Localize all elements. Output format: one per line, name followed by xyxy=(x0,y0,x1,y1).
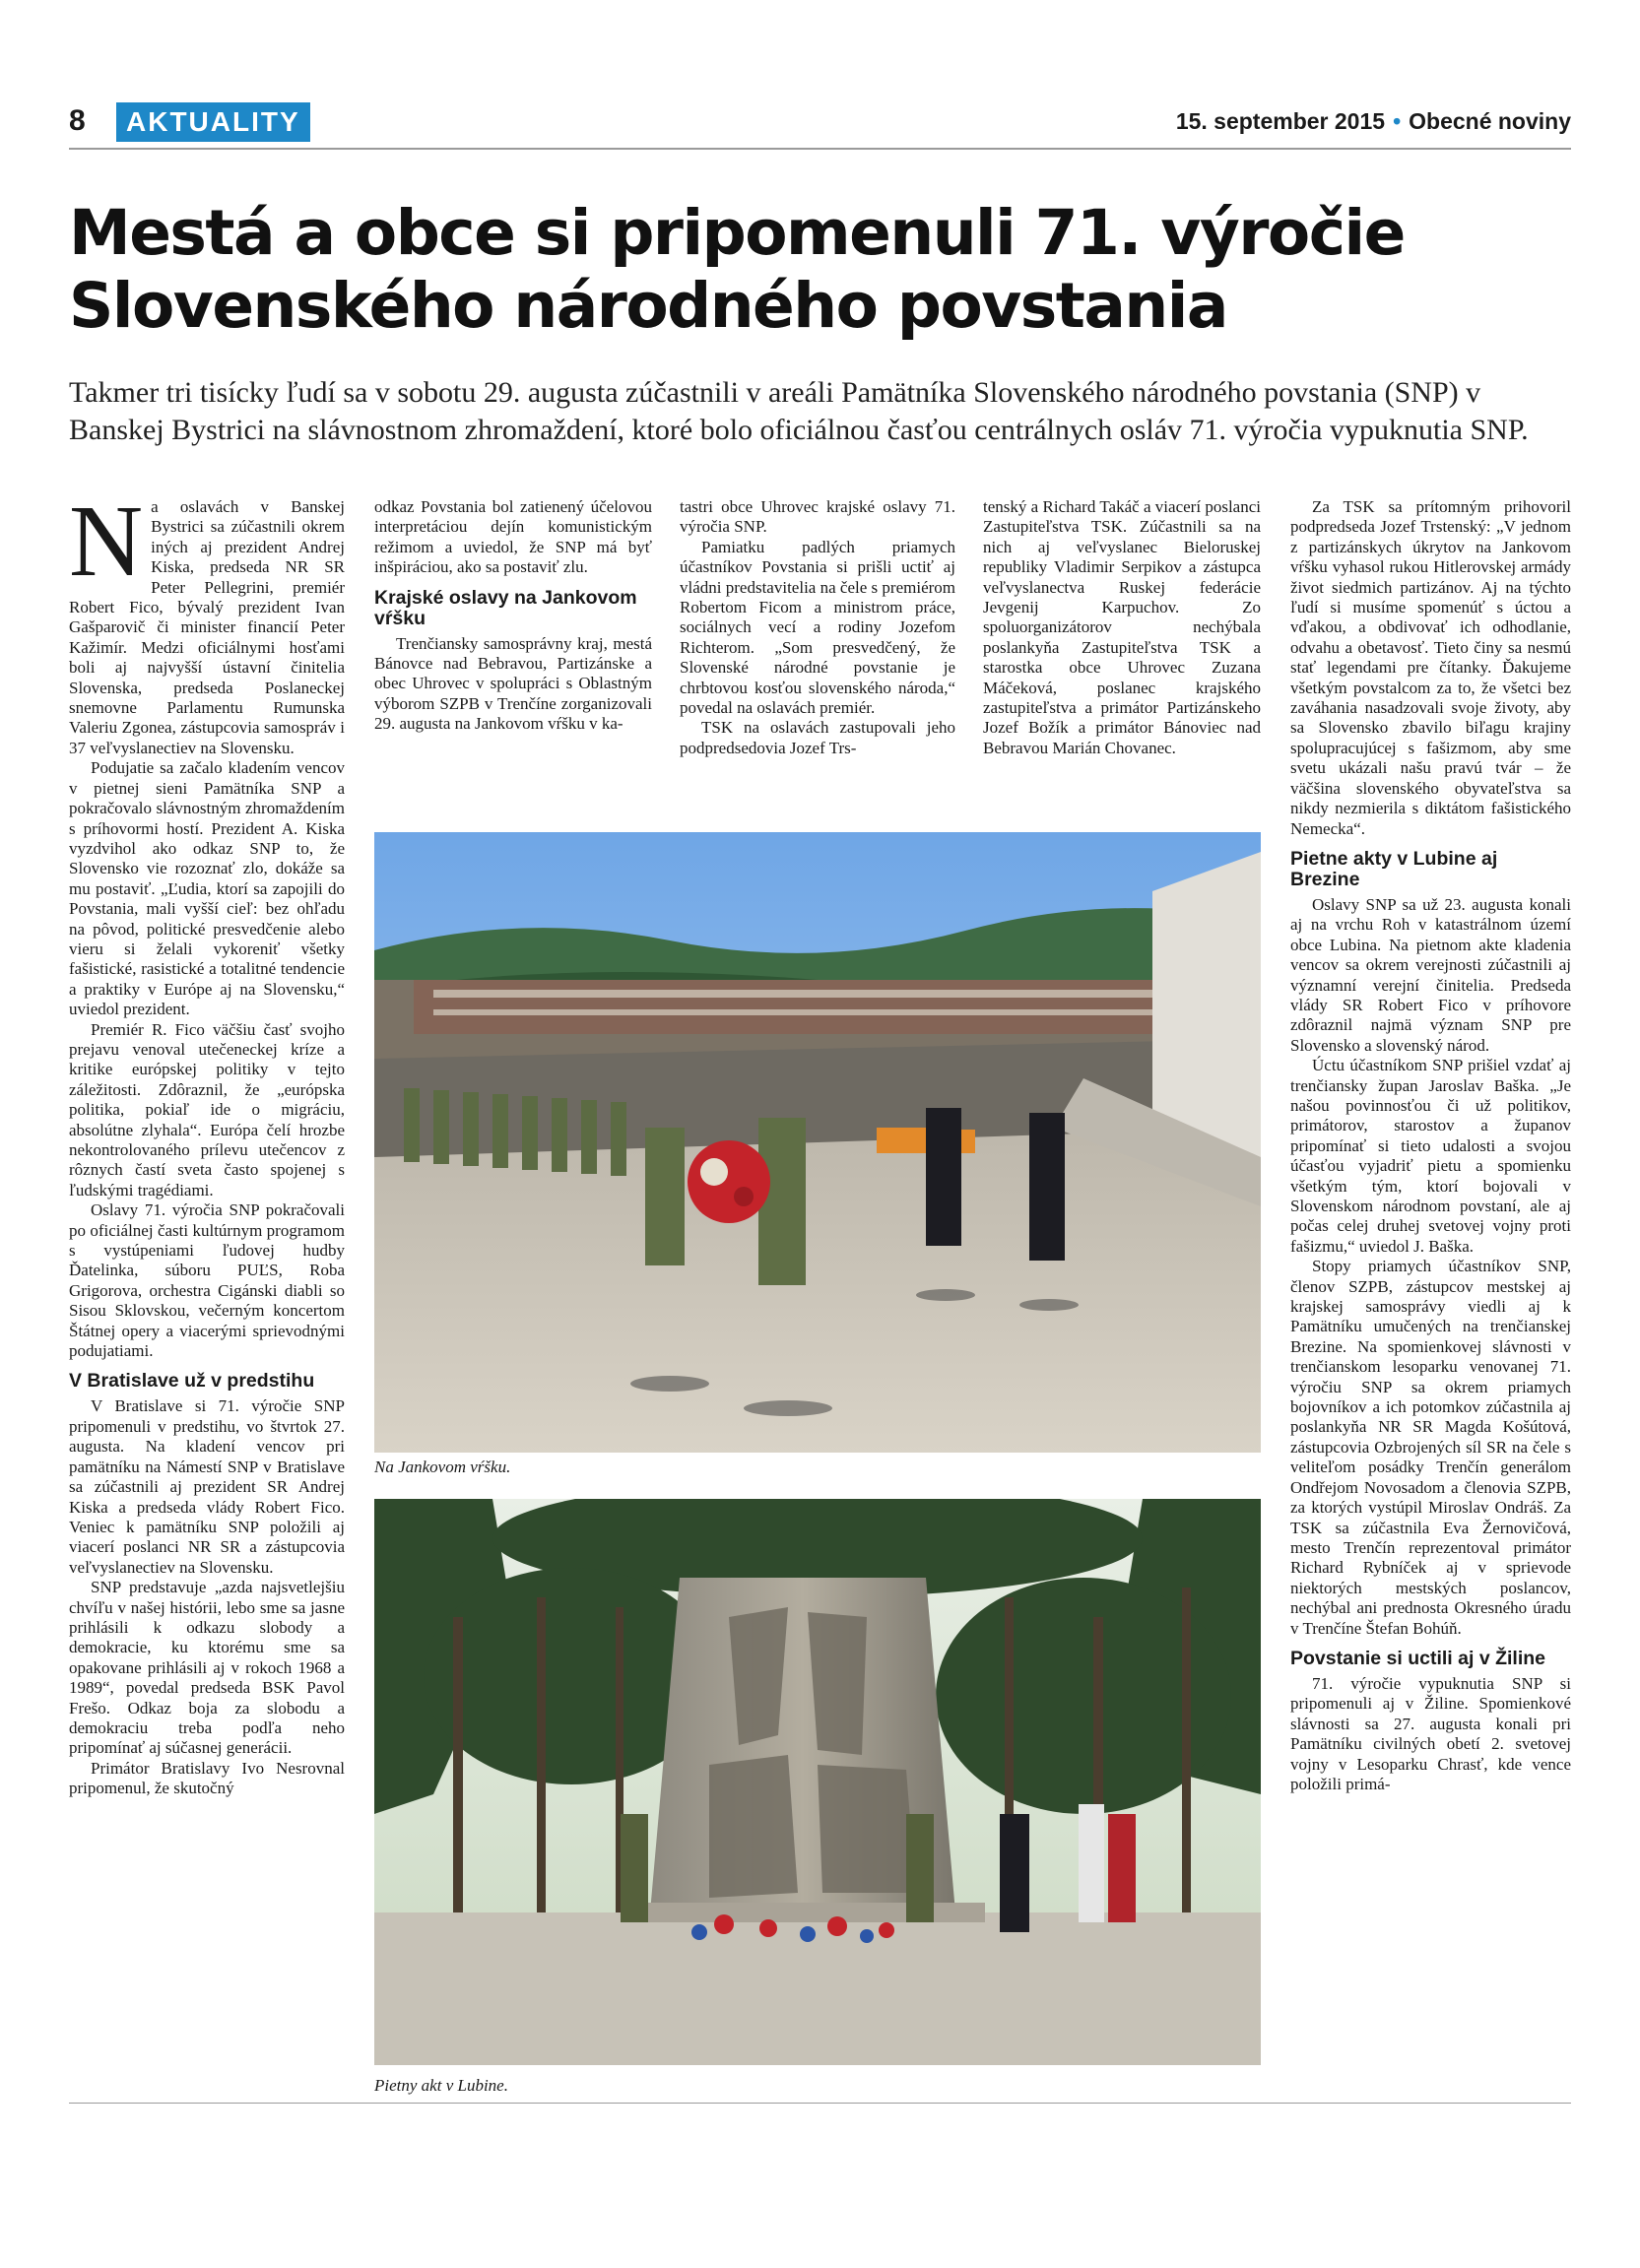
photo-lubina xyxy=(374,1499,1261,2065)
column-5 xyxy=(1290,497,1571,1794)
drop-cap: N xyxy=(69,485,144,598)
col5-p4: Stopy priamych účastníkov SNP, členov SZPB, zástupcov mestskej aj krajskej samosprávy viedli aj k Pamätníku umučených na trenčianskej Brezine. Na spomienkovej slávnosti v trenčianskom lesoparku venovanej 71. výročiu SNP sa okrem priamych bojovníkov a ich potomkov zúčastnila aj poslankyňa NR SR Magda Košútová, zástupcovia Ozbrojených síl SR na čele s veliteľom posádky Trenčín generálom Ondřejom Novosadom a členovia SZPB, za ktorých vystúpil Miroslav Ondráš. Za TSK sa zúčastnila Eva Žernovičová, mesto Trenčín reprezentoval primátor Richard Rybníček aj v sprievode niektorých mestských poslancov, nechýbal ani prednosta Okresného úradu v Trenčíne Štefan Bohúň. xyxy=(1290,1257,1571,1638)
publication-name: Obecné noviny xyxy=(1409,108,1571,134)
page-number: 8 xyxy=(69,104,86,137)
headline-line-1: Mestá a obce si pripomenuli 71. výročie xyxy=(69,197,1405,269)
col1-p2: Podujatie sa začalo kladením vencov v pietnej sieni Pamätníka SNP a pokračovalo slávnostným zhromaždením s príhovormi hostí. Prezident A. Kiska vyzdvihol ako odkaz SNP to, že Slovensko vie rozoznať zlo, dokáže sa mu postaviť. „Ľudia, ktorí sa zapojili do Povstania, mali vyšší cieľ: bez ohľadu na pôvod, politické presvedčenie alebo vieru si želali vykoreniť všetky fašistické, rasistické a totalitné tendencie a praktiky v Európe aj na Slovensku,“ uviedol prezident. xyxy=(69,758,345,1019)
subheading-jankov: Krajské oslavy na Jankovom vŕšku xyxy=(374,586,637,629)
col1-p3: Premiér R. Fico väčšiu časť svojho prejavu venoval utečeneckej kríze a kritike európskej politiky v tejto záležitosti. Zdôraznil, že „európska politika, pokiaľ ide o migráciu, absolútne zlyhala“. Európa čelí hrozbe nekontrolovaného prílevu utečencov z rôznych častí sveta často spojenej s ľudskými tragédiami. xyxy=(69,1019,345,1199)
issue-date: 15. september 2015 xyxy=(1175,108,1386,134)
section-label: AKTUALITY xyxy=(116,102,310,142)
col3-p3: TSK na oslavách zastupovali jeho podpredsedovia Jozef Trs- xyxy=(680,718,955,757)
photo-lubina-caption: Pietny akt v Lubine. xyxy=(374,2076,508,2095)
column-4 xyxy=(983,497,1261,758)
subheading-bratislava: V Bratislave už v predstihu xyxy=(69,1370,315,1393)
col3-p1: tastri obce Uhrovec krajské oslavy 71. výročia SNP. xyxy=(680,497,955,537)
column-2 xyxy=(374,497,652,735)
col5-p3: Úctu účastníkom SNP prišiel vzdať aj trenčiansky župan Jaroslav Baška. „Je našou povinnosťou či už politikov, primátorov, starostov a županov pripomínať si tieto udalosti a svojou účasťou vyjadriť pietu a spomienku všetkým tým, ktorí bojovali v Slovenskom národnom povstaní, ale aj počas celej druhej svetovej vojny proti fašizmu,“ uviedol J. Baška. xyxy=(1290,1056,1571,1256)
headline xyxy=(69,197,1586,343)
col1-p1 xyxy=(69,485,345,758)
footer-rule xyxy=(69,2103,1571,2104)
photo-jankov-image xyxy=(374,832,1261,1453)
photo-lubina-image xyxy=(374,1499,1261,2065)
separator-dot: • xyxy=(1393,108,1402,134)
col5-p2: Oslavy SNP sa už 23. augusta konali aj na vrchu Roh v katastrálnom území obce Lubina. Na pietnom akte kladenia vencov sa okrem verejnosti zúčastnili aj významní verejní činitelia. Predseda vlády SR Robert Fico v príhovore zdôraznil najmä význam SNP pre Slovensko a slovenský národ. xyxy=(1290,894,1571,1055)
page-header xyxy=(69,102,1571,146)
col2-p1: odkaz Povstania bol zatienený účelovou interpretáciou dejín komunistickým režimom a uviedol, že SNP má byť inšpiráciou, ako sa postaviť zlu. xyxy=(374,497,652,577)
col1-p7: Primátor Bratislavy Ivo Nesrovnal pripomenul, že skutočný xyxy=(69,1758,345,1798)
lead-paragraph: Takmer tri tisícky ľudí sa v sobotu 29. augusta zúčastnili v areáli Pamätníka Slovenského národného povstania (SNP) v Banskej Bystrici na slávnostnom zhromaždení, ktoré bolo oficiálnou časťou centrálnych osláv 71. výročia vypuknutia SNP. xyxy=(69,376,1529,446)
photo-jankov-caption: Na Jankovom vŕšku. xyxy=(374,1458,511,1476)
col1-p1-text: a oslavách v Banskej Bystrici sa zúčastnili okrem iných aj prezident Andrej Kiska, predseda NR SR Peter Pellegrini, premiér Robert Fico, bývalý prezident Ivan Gašparovič či minister financií Peter Kažimír. Medzi oficiálnymi hosťami boli aj najvyšší ústavní činitelia Slovenska, predseda Poslaneckej snemovne Parlamentu Rumunska Valeriu Zgonea, zástupcovia samospráv i 37 veľvyslanectiev na Slovensku. xyxy=(69,497,345,757)
col1-p4: Oslavy 71. výročia SNP pokračovali po oficiálnej časti kultúrnym programom s vystúpeniami ľudovej hudby Ďatelinka, súboru PUĽS, Roba Grigorova, orchestra Cigánski diabli so Sisou Sklovskou, večerným koncertom Štátnej opery a viacerými sprievodnými podujatiami. xyxy=(69,1200,345,1361)
column-1 xyxy=(69,485,345,1799)
subheading-lubina: Pietne akty v Lubine aj Brezine xyxy=(1290,847,1498,890)
subheading-zilina: Povstanie si uctili aj v Žiline xyxy=(1290,1647,1546,1669)
col2-p2: Trenčiansky samosprávny kraj, mestá Bánovce nad Bebravou, Partizánske a obec Uhrovec v spolupráci s Oblastným výborom SZPB v Trenčíne zorganizovali 29. augusta na Jankovom vŕšku v ka- xyxy=(374,633,652,734)
photo-jankov-vrsok xyxy=(374,832,1261,1453)
headline-line-2: Slovenského národného povstania xyxy=(69,270,1227,342)
col5-p1: Za TSK sa prítomným prihovoril podpredseda Jozef Trstenský: „V jednom z partizánskych úkrytov na Jankovom vŕšku vyhasol rukou Hitlerovskej armády život siedmich partizánov. Aj na týchto ľudí si musíme spomenúť s úctou a vďakou, a obdivovať ich odhodlanie, odvahu a obetavosť. Tieto činy sa nesmú stať legendami pre čítanky. Ďakujeme všetkým povstalcom za to, že všetci bez zaváhania nasadzovali svoje životy, aby sa Slovensko zbavilo biľagu krajiny spolupracujúcej s fašizmom, aby sme svetu ukázali našu pravú tvár – že väčšina slovenského obyvateľstva sa nikdy nezmierila s diktátom fašistického Nemecka“. xyxy=(1290,497,1571,838)
column-3 xyxy=(680,497,955,758)
col4-p1: tenský a Richard Takáč a viacerí poslanci Zastupiteľstva TSK. Zúčastnili sa na nich aj veľvyslanec Bieloruskej republiky Vladimir Serpikov a zástupca veľvyslanectva Ruskej federácie Jevgenij Karpuchov. Zo spoluorganizátorov nechýbala poslankyňa Zastupiteľstva TSK a starostka obce Uhrovec Zuzana Máčeková, poslanec krajského zastupiteľstva a primátor Partizánskeho Jozef Božík a primátor Bánoviec nad Bebravou Marián Chovanec. xyxy=(983,497,1261,757)
issue-info xyxy=(1176,108,1571,135)
col1-p5: V Bratislave si 71. výročie SNP pripomenuli v predstihu, vo štvrtok 27. augusta. Na kladení vencov pri pamätníku na Námestí SNP v Bratislave sa zúčastnili aj prezident SR Andrej Kiska a predseda vlády Robert Fico. Veniec k pamätníku SNP položili aj viacerí poslanci NR SR a zástupcovia veľvyslanectiev na Slovensku. xyxy=(69,1396,345,1577)
header-rule xyxy=(69,148,1571,150)
col5-p5: 71. výročie vypuknutia SNP si pripomenuli aj v Žiline. Spomienkové slávnosti sa 27. augusta konali pri Pamätníku civilných obetí 2. svetovej vojny v Lesoparku Chrasť, kde vence položili primá- xyxy=(1290,1673,1571,1793)
col1-p6: SNP predstavuje „azda najsvetlejšiu chvíľu v našej histórii, lebo sme sa jasne prihlásili k odkazu slobody a demokracie, ku ktorému sme sa opakovane prihlásili aj v rokoch 1968 a 1989“, povedal predseda BSK Pavol Frešo. Odkaz boja za slobodu a demokraciu treba podľa neho pripomínať aj súčasnej generácii. xyxy=(69,1578,345,1758)
col3-p2: Pamiatku padlých priamych účastníkov Povstania si prišli uctiť aj vládni predstavitelia na čele s premiérom Robertom Ficom a ministrom práce, sociálnych vecí a rodiny Jozefom Richterom. „Som presvedčený, že Slovenské národné povstanie je chrbtovou kosťou slovenského národa,“ povedal na oslavách premiér. xyxy=(680,537,955,718)
